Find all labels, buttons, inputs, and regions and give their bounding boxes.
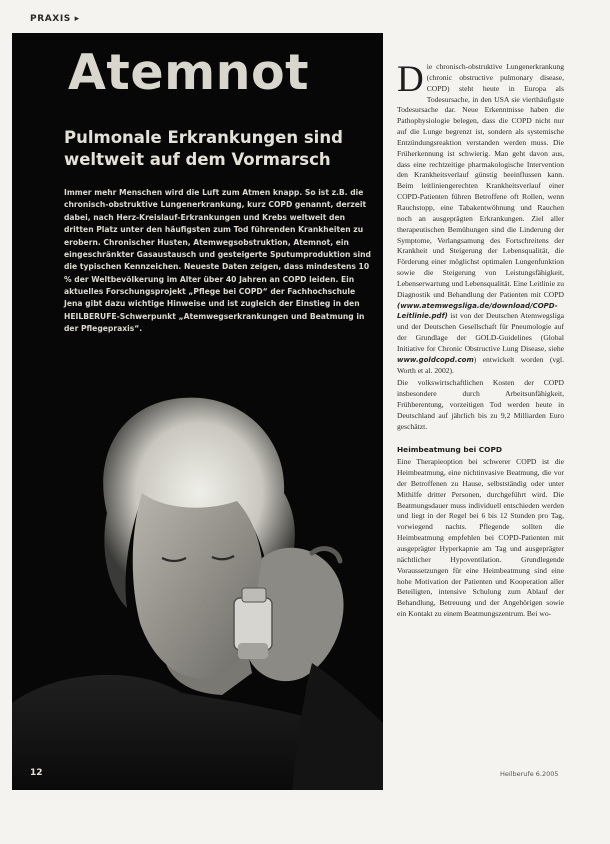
leitlinie-link[interactable]: (www.atemwegsliga.de/download/COPD-Leitlinie.pdf): [397, 301, 558, 321]
page-number: 12: [30, 768, 43, 778]
body-paragraph-1: D ie chronisch-obstruktive Lungenerkrankung (chronic obstructive pulmonary disease, COPD) steht heute in Europa als Todesursache, in den USA sie vierthäufigste Todesursache dar. Neue Erkenntnisse haben die Pathophysiologie belegen, dass die COPD nicht nur auf die Lunge begrenzt ist, sondern als systemische Entzündungsreaktion verstanden werden muss. Die Früherkennung ist schwierig. Man geht davon aus, dass eine rechtzeitige pharmakologische Intervention den Krankheitsverlauf günstig beeinflussen kann. Beim leitliniengerechten Krankheitsverlauf einer COPD-Patienten führen Betroffene oft Rollen, wenn Rauchstopp, eine Tabakentwöhnung und Rauchen noch an ausgeprägten Erkrankungen. Ziel aller therapeutischen Bemühungen sind die Linderung der Symptome, Verlangsamung des Fortschreitens der Krankheit und Steigerung der Lebensqualität, die Förderung einer möglichst optimalen Lungenfunktion sowie die Steigerung von Leistungsfähigkeit, Lebenserwartung und Lebensqualität. Eine Leitlinie zu Diagnostik und Behandlung der Patienten mit COPD (www.atemwegsliga.de/download/COPD-Leitlinie.pdf) ist von der Deutschen Atemwegsliga und der Deutschen Gesellschaft für Pneumologie auf der Grundlage der GOLD-Guidelines (Global Initiative for Chronic Obstructive Lung Disease, siehe www.goldcopd.com) entwickelt worden (vgl. Worth et al. 2002).: [397, 59, 565, 375]
goldcopd-link[interactable]: www.goldcopd.com: [397, 355, 474, 364]
article-subtitle: Pulmonale Erkrankungen sind weltweit auf dem Vormarsch: [64, 128, 343, 169]
inhaler-photo: [12, 343, 383, 790]
section-label: PRAXIS ▸: [30, 14, 80, 24]
article-body-column: [397, 59, 565, 622]
journal-footer: Heilberufe 6.2005: [500, 770, 559, 778]
body-paragraph-2: Die volkswirtschaftlichen Kosten der COPD insbesondere durch Arbeitsunfähigkeit, Frühberentung, vorzeitigen Tod werden heute in Deutschland auf jährlich bis zu 9,2 Milliarden Euro geschätzt.: [397, 378, 564, 431]
article-lead: Immer mehr Menschen wird die Luft zum Atmen knapp. So ist z.B. die chronisch-obstruktive Lungenerkrankung, kurz COPD genannt, derzeit dabei, nach Herz-Kreislauf-Erkrankungen und Krebs weltweit den dritten Platz unter den häufigsten zum Tod führenden Krankheiten zu erobern. Chronischer Husten, Atemwegsobstruktion, Atemnot, ein eingeschränkter Gasaustausch und gesteigerte Sputumproduktion sind die typischen Kennzeichen. Neueste Daten zeigen, dass mindestens 10 % der Weltbevölkerung im Alter über 40 Jahren an COPD leiden. Ein aktuelles Forschungsprojekt „Pflege bei COPD“ der Fachhochschule Jena gibt dazu wichtige Hinweise und ist zugleich der Einstieg in den HEILBERUFE-Schwerpunkt „Atemwegserkrankungen und Beatmung in der Pflegepraxis“.: [64, 188, 371, 334]
section-heading: Heimbeatmung bei COPD: [397, 444, 503, 454]
body-paragraph-3: Eine Therapieoption bei schwerer COPD ist die Heimbeatmung, eine nichtinvasive Beatmung, die vor der Betroffenen zu Hause, selbstständig oder unter Mithilfe dritter Personen, durchgeführt wird. Die Beatmungsdauer muss individuell entschieden werden und liegt in der Regel bei 6 bis 12 Stunden pro Tag, vorwiegend nachts. Pflegende sollten die Heimbeatmung empfehlen bei COPD-Patienten mit ausgeprägter Hyperkapnie am Tag und ausgeprägter nächtlicher Hypoventilation. Grundlegende Voraussetzungen für eine Heimbeatmung sind eine hohe Motivation der Patienten und Kooperation aller Beteiligten, intensive Schulung zum Ablauf der Behandlung, Betreuung und der Angehörigen sowie ein Kontakt zu einem Beatmungszentrum. Bei wo-: [397, 457, 564, 619]
drop-cap: D: [397, 59, 424, 100]
article-title: Atemnot: [68, 44, 310, 101]
article-hero-panel: [12, 33, 383, 790]
